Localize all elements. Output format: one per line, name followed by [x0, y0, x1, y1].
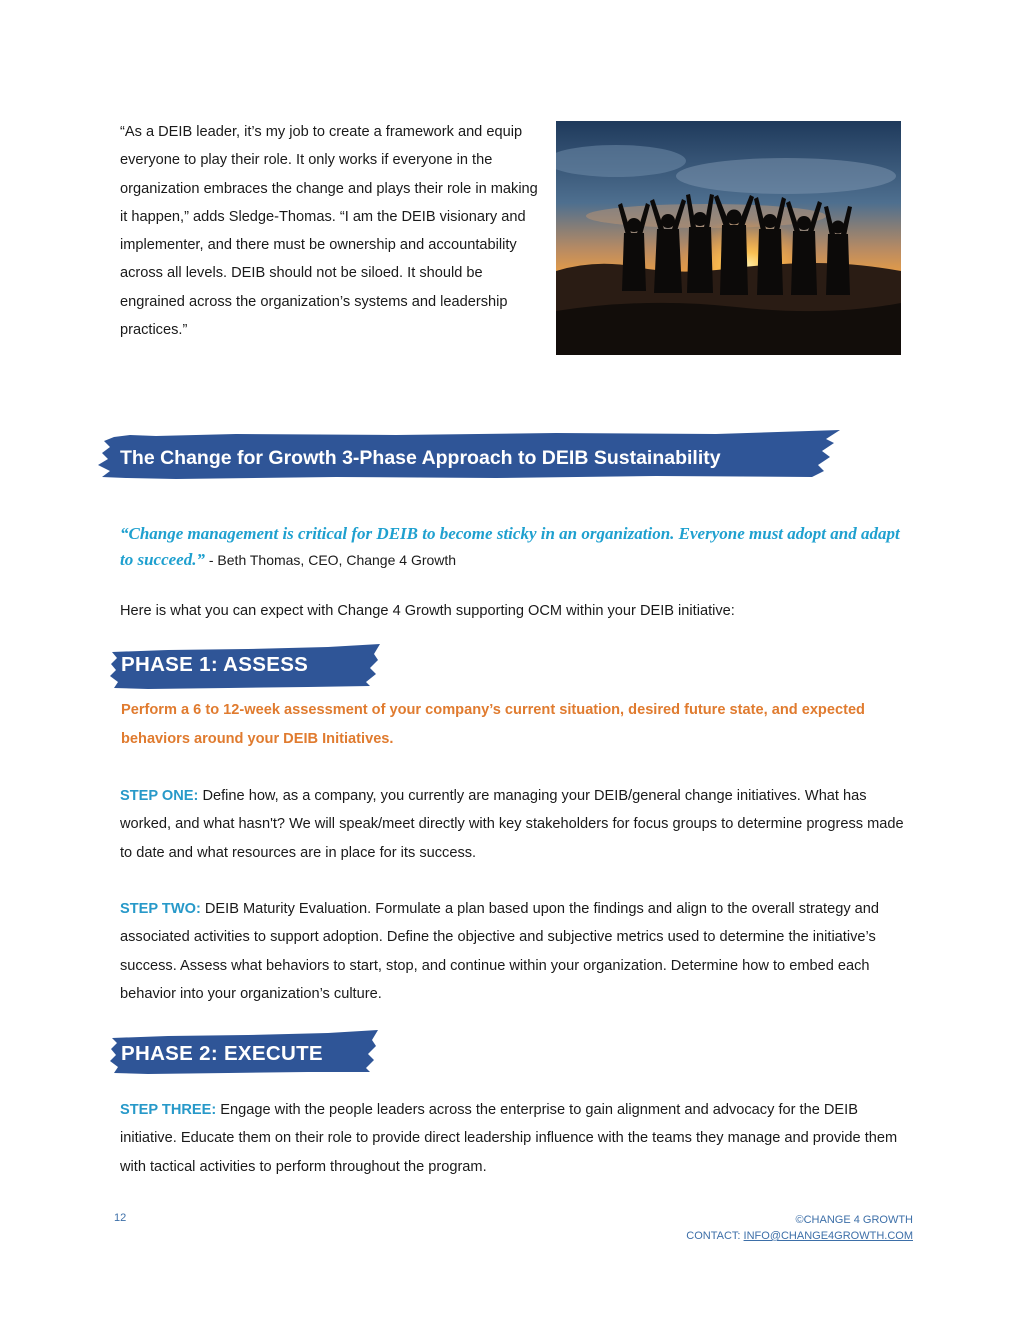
step-one-text: Define how, as a company, you currently are managing your DEIB/general change initiatives. What has worked, and what hasn't? We will speak/meet directly with key stakeholders for focus groups to determine progress made to date and what resources are in place for its success. [120, 788, 904, 861]
sunset-silhouette-image [556, 121, 901, 355]
page-number: 12 [114, 1212, 127, 1224]
step-two-label: STEP TWO: [120, 901, 201, 917]
step-three-text: Engage with the people leaders across the enterprise to gain alignment and advocacy for the DEIB initiative. Educate them on their role to provide direct leadership influence with the teams they manage and provide them with tactical activities to perform throughout the program. [120, 1102, 898, 1175]
sledge-thomas-quote: “As a DEIB leader, it’s my job to create a framework and equip everyone to play their role. It only works if everyone in the organization embraces the change and plays their role in making it happen,” adds Sledge-Thomas. “I am the DEIB visionary and implementer, and there must be ownership and accountability across all levels. DEIB should not be siloed. It should be engrained across the organization’s systems and leadership practices.” [120, 124, 538, 339]
copyright-text: ©CHANGE 4 GROWTH [795, 1214, 913, 1226]
sunset-silhouette-photo [556, 121, 901, 355]
contact-line [686, 1228, 913, 1244]
phase2-banner [108, 1030, 380, 1074]
step-two-text: DEIB Maturity Evaluation. Formulate a plan based upon the findings and align to the overall strategy and associated activities to support adoption. Define the objective and subjective metrics used to determine the initiative’s success. Assess what behaviors to start, stop, and continue within your organization. Determine how to embed each behavior into your organization’s culture. [120, 901, 880, 1002]
ceo-quote [120, 521, 910, 573]
phase1-title: PHASE 1: ASSESS [121, 653, 309, 676]
step-one [120, 782, 910, 867]
step-three-label: STEP THREE: [120, 1102, 217, 1118]
section-title: The Change for Growth 3-Phase Approach to DEIB Sustainability [120, 447, 721, 469]
phase1-description: Perform a 6 to 12-week assessment of your company’s current situation, desired future state, and expected behaviors around your DEIB Initiatives. [121, 702, 865, 747]
phase1-banner [108, 644, 382, 690]
step-two [120, 895, 910, 1008]
intro-text: Here is what you can expect with Change 4 Growth supporting OCM within your DEIB initiative: [120, 603, 735, 619]
ceo-quote-attribution: - Beth Thomas, CEO, Change 4 Growth [204, 552, 457, 568]
step-one-label: STEP ONE: [120, 788, 199, 804]
ceo-quote-text: “Change management is critical for DEIB to become sticky in an organization. Everyone must adopt and adapt to succeed.” [120, 524, 900, 569]
section-title-banner [96, 427, 846, 481]
phase2-title: PHASE 2: EXECUTE [121, 1042, 323, 1065]
contact-email-link[interactable]: INFO@CHANGE4GROWTH.COM [743, 1230, 913, 1242]
footer-contact [686, 1212, 913, 1244]
contact-label: CONTACT: [686, 1230, 744, 1242]
step-three [120, 1096, 910, 1181]
